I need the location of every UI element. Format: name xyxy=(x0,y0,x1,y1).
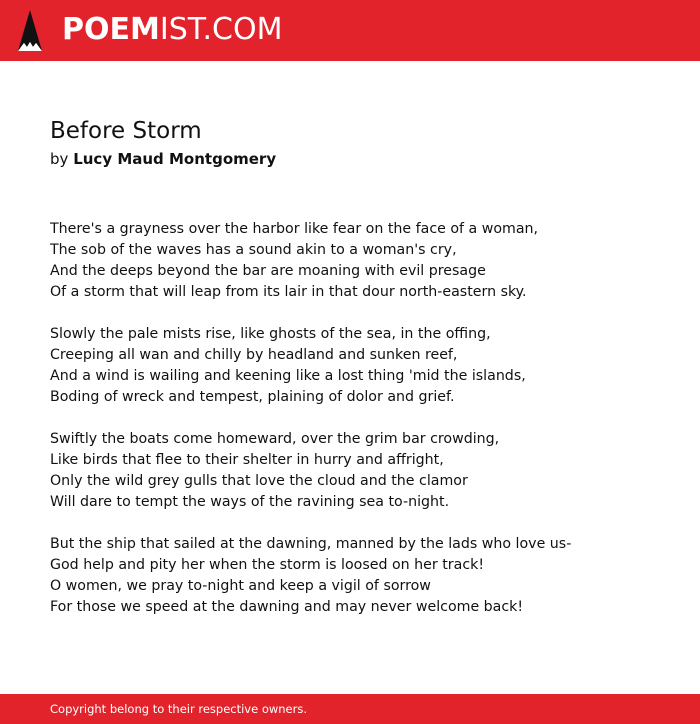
brand-name-light: IST.COM xyxy=(159,12,283,47)
stanza xyxy=(50,429,670,513)
poem-line: Creeping all wan and chilly by headland and sunken reef, xyxy=(50,347,458,363)
site-header xyxy=(0,0,700,61)
poem-line: There's a grayness over the harbor like fear on the face of a woman, xyxy=(50,221,539,237)
site-footer xyxy=(0,694,700,724)
poem-line: O women, we pray to-night and keep a vigil of sorrow xyxy=(50,578,431,594)
poem-line: And the deeps beyond the bar are moaning with evil presage xyxy=(50,263,486,279)
poem-line: God help and pity her when the storm is loosed on her track! xyxy=(50,557,485,573)
poem-title: Before Storm xyxy=(50,118,202,144)
stanza xyxy=(50,324,670,408)
poem-line: Only the wild grey gulls that love the cloud and the clamor xyxy=(50,473,468,489)
pencil-icon[interactable] xyxy=(18,10,42,51)
brand-name-bold: POEM xyxy=(62,12,160,47)
poem-line: Boding of wreck and tempest, plaining of dolor and grief. xyxy=(50,389,455,405)
poem-line: But the ship that sailed at the dawning, manned by the lads who love us- xyxy=(50,536,572,552)
poem-body xyxy=(50,219,670,639)
poem-line: Like birds that flee to their shelter in hurry and affright, xyxy=(50,452,444,468)
stanza xyxy=(50,219,670,303)
poem-line: Of a storm that will leap from its lair in that dour north-eastern sky. xyxy=(50,284,527,300)
poem-line: The sob of the waves has a sound akin to a woman's cry, xyxy=(50,242,457,258)
poem-line: For those we speed at the dawning and may never welcome back! xyxy=(50,599,524,615)
poem-byline xyxy=(50,148,276,170)
stanza xyxy=(50,534,670,618)
site-logo-link[interactable] xyxy=(62,12,282,48)
author-link[interactable]: Lucy Maud Montgomery xyxy=(73,150,277,168)
copyright-text: Copyright belong to their respective owners. xyxy=(50,702,308,716)
poem-line: And a wind is wailing and keening like a lost thing 'mid the islands, xyxy=(50,368,526,384)
by-label: by xyxy=(50,150,69,168)
poem-line: Slowly the pale mists rise, like ghosts of the sea, in the offing, xyxy=(50,326,491,342)
poem-line: Will dare to tempt the ways of the ravining sea to-night. xyxy=(50,494,450,510)
poem-line: Swiftly the boats come homeward, over the grim bar crowding, xyxy=(50,431,500,447)
